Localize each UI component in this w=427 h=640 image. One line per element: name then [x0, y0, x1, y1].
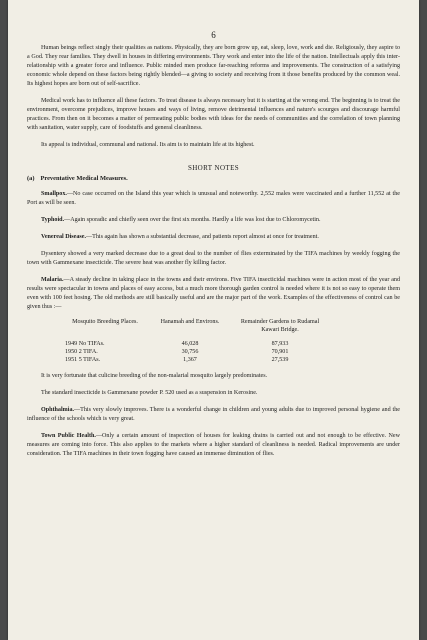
typhoid-heading: Typhoid. [41, 217, 65, 223]
typhoid-text: —Again sporadic and chiefly seen over the first six months. Hardly a life was lost due to Chloromycetin. [64, 217, 321, 223]
table-cell: 70,901 [271, 349, 289, 355]
table-cell: 1951 5 TIFAs. [65, 357, 101, 363]
table-header: Mosquito Breeding Places. [72, 319, 138, 325]
intro-paragraph-3: Its appeal is individual, communal and national. Its aim is to maintain life at its highest. [41, 142, 255, 148]
dysentery-paragraph: Dysentery showed a very marked decrease due to a great deal to the number of flies exterminated by the TIFA machines by weekly fogging the town with Gammexane insecticide. The severe heat was another fly killing factor. [27, 251, 400, 266]
town-health-heading: Town Public Health. [41, 433, 96, 439]
ophthalmia-paragraph [27, 406, 400, 424]
venereal-heading: Venereal Disease. [41, 234, 87, 240]
table-cell: 1,367 [183, 357, 197, 363]
table-row [65, 340, 335, 348]
table-row [65, 348, 335, 356]
document-page [8, 0, 419, 640]
town-health-text: —Only a certain amount of inspection of houses for leaking drains is carried out and not enough to be effective. New measures are coming into force. This also applies to the markets where a higher standard of cleanliness is needed. Radical improvements are under consideration. The TIFA machines in their town fogging have caused an immense diminution of flies. [27, 433, 401, 457]
table-cell: 1949 No TIFAs. [65, 341, 105, 347]
ophthalmia-text: —This very slowly improves. There is a wonderful change in children and young adults due to improved personal hygiene and the influence of the schools which is very great. [27, 407, 400, 422]
smallpox-text: —No case occurred on the Island this year which is unusual and noteworthy. 2,552 males were vaccinated and a further 11,552 at the Port as will be seen. [27, 191, 400, 206]
venereal-text: —This again has shown a substantial decrease, and patients report almost at once for treatment. [86, 234, 319, 240]
page-content [27, 44, 400, 459]
town-health-paragraph [27, 432, 400, 459]
table-header: Hanamah and Environs. [160, 319, 220, 325]
smallpox-heading: Smallpox. [41, 191, 67, 197]
mosquito-breeding-table [65, 318, 335, 364]
culicine-paragraph: It is very fortunate that culicine breeding of the non-malarial mosquito largely predominates. [41, 373, 268, 379]
smallpox-paragraph [27, 190, 400, 208]
page-number: 6 [211, 30, 216, 40]
table-header: Remainder Gardens to Rudamal Kawari Bridge. [240, 319, 320, 333]
section-a-title: Preventative Medical Measures. [40, 175, 128, 182]
ophthalmia-heading: Ophthalmia. [41, 407, 75, 413]
malaria-heading: Malaria. [41, 277, 64, 283]
section-a-heading [27, 175, 400, 182]
insecticide-paragraph: The standard insecticide is Gammexane powder P. 520 used as a suspension in Kerosine. [41, 390, 258, 396]
intro-paragraph-2: Medical work has to influence all these factors. To treat disease is always necessary but it is starting at the wrong end. The beginning is to treat the environment, overcome prejudices, improve houses and ways of living, remove detrimental influences and nature's scourges and discourage harmful practices. From then on it becomes a matter of permeating public bodies with ideas for the needs of communities and the correlation of town planning with sanitation, water supply, care of foodstuffs and general cleanliness. [27, 98, 400, 131]
section-a-letter: (a) [27, 175, 35, 182]
table-header-row [65, 318, 335, 340]
table-cell: 87,933 [271, 341, 289, 347]
intro-paragraph-1: Human beings reflect singly their qualities as nations. Physically, they are born grow up, eat, sleep, love, work and die. Religiously, they aspire to a God. They rear families. They dwell in houses in differing environments. They work and enter into the life of the nation. Intellectuals apply this inter-relationship with a greater force and influence. Public minded men produce far-reaching reforms and improvements. The construction of a satisfying economic whole depend on these factors being rightly blended—a giving to society and receiving from it those benefits produced by the common weal. Its highest hopes are born out of self-sacrifice. [27, 45, 400, 87]
table-cell: 46,028 [181, 341, 199, 347]
malaria-text: —A steady decline in taking place in the towns and their environs. Five TIFA insecticidal machines were in action most of the year and results were spectacular in towns and places of easy access, but a much more thorough garden control is needed where it is not so easy to operate them even with 100 feet hosing. The old methods are still basically useful and are the major part of the work. Examples of the effectiveness of control can be given thus :— [27, 277, 400, 310]
table-row [65, 356, 335, 364]
malaria-paragraph [27, 276, 400, 312]
table-cell: 30,756 [181, 349, 199, 355]
venereal-paragraph [27, 233, 400, 242]
table-cell: 27,539 [271, 357, 289, 363]
table-cell: 1950 2 TIFA. [65, 349, 98, 355]
short-notes-heading: SHORT NOTES [187, 164, 240, 172]
typhoid-paragraph [27, 216, 400, 225]
